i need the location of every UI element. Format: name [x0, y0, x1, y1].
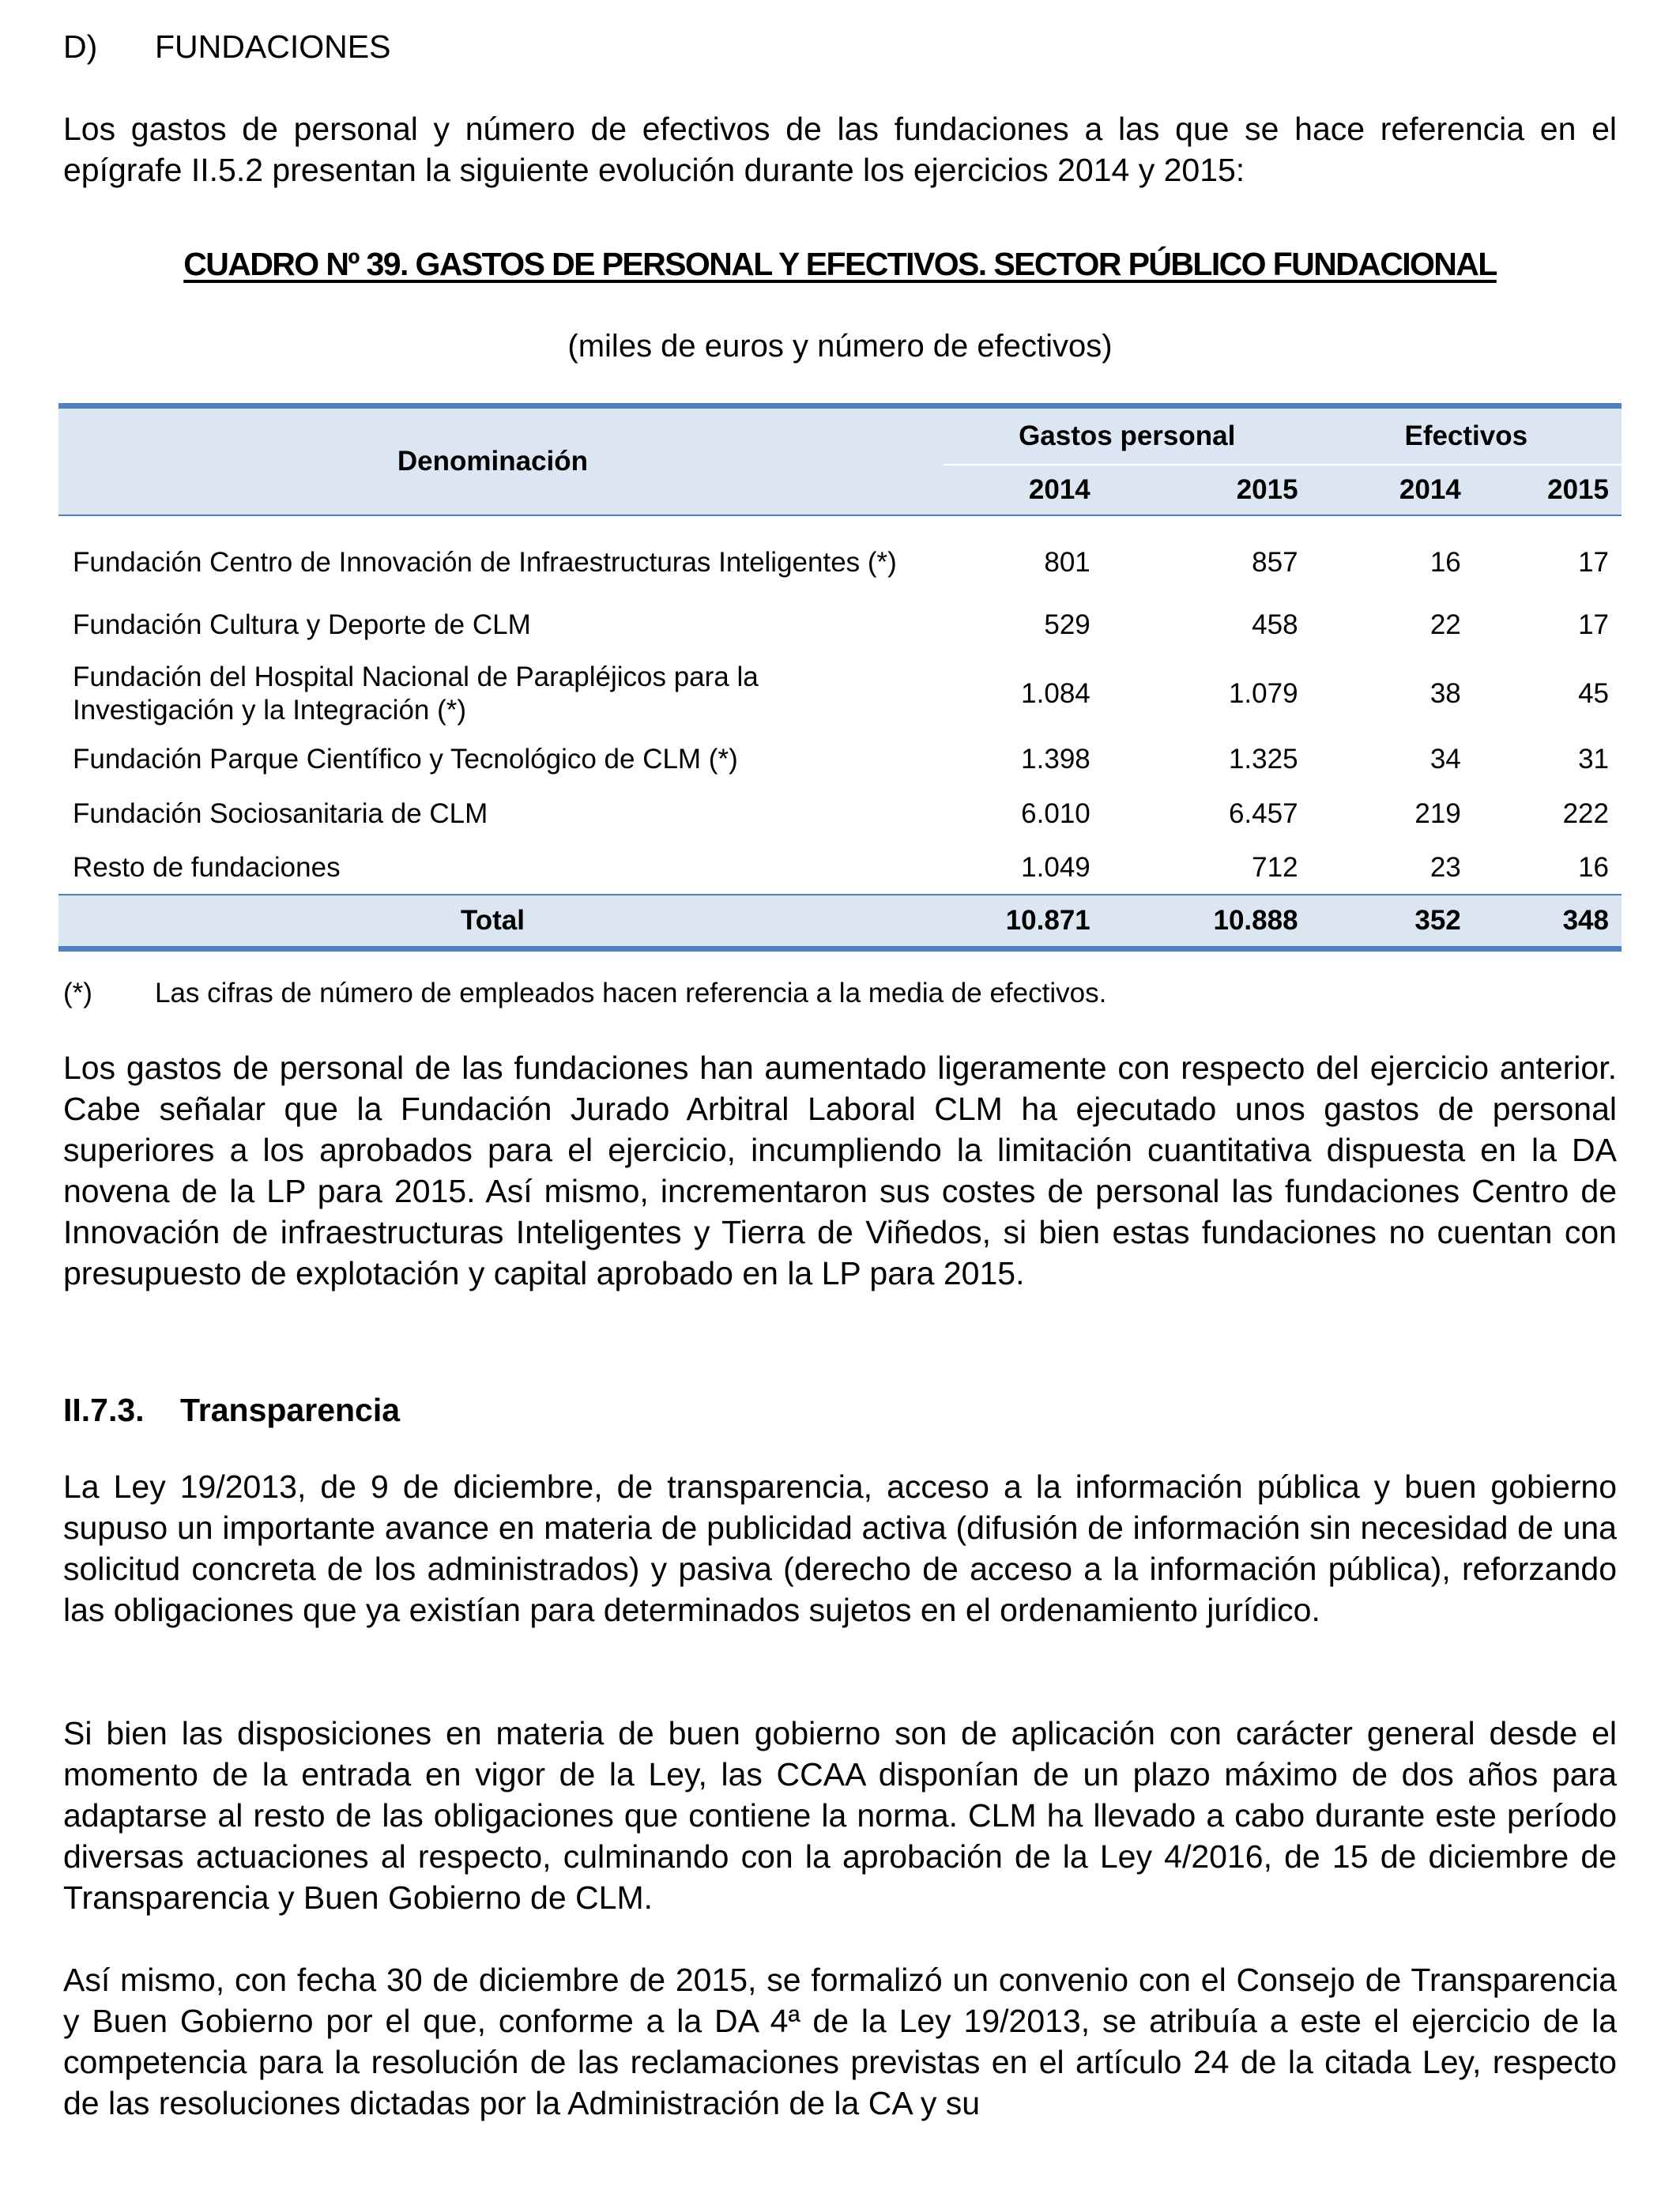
row-gastos-2014: 6.010 [1021, 798, 1090, 829]
table-row [58, 594, 1622, 656]
table-total-row [58, 895, 1622, 949]
row-gastos-2014: 529 [1044, 609, 1090, 640]
table-row [58, 656, 1622, 732]
table-row [58, 787, 1622, 841]
header-gastos-personal: Gastos personal [944, 406, 1311, 466]
row-efectivos-2015: 31 [1578, 744, 1609, 775]
row-gastos-2015: 6.457 [1228, 798, 1298, 829]
total-gastos-2014: 10.871 [944, 895, 1103, 949]
header-year-gastos-2015: 2015 [1103, 465, 1311, 515]
total-efectivos-2014: 352 [1311, 895, 1474, 949]
subsection-heading [63, 1387, 400, 1433]
row-name: Fundación Sociosanitaria de CLM [73, 798, 488, 829]
subsection-title: Transparencia [180, 1392, 401, 1428]
row-name: Resto de fundaciones [73, 851, 341, 883]
row-gastos-2015: 1.079 [1228, 678, 1298, 709]
row-name: Fundación Cultura y Deporte de CLM [73, 609, 531, 640]
row-efectivos-2014: 22 [1430, 609, 1461, 640]
table-row [58, 841, 1622, 895]
row-efectivos-2015: 222 [1562, 798, 1609, 829]
header-efectivos: Efectivos [1311, 406, 1622, 466]
row-efectivos-2014: 38 [1430, 678, 1461, 709]
row-efectivos-2015: 17 [1578, 609, 1609, 640]
row-gastos-2015: 1.325 [1228, 744, 1298, 775]
table-row [58, 732, 1622, 787]
footnote-mark: (*) [63, 978, 92, 1008]
paragraph-transparency-law: La Ley 19/2013, de 9 de diciembre, de transparencia, acceso a la información pública y buen gobierno supuso un importante avance en materia de publicidad activa (difusión de información sin necesidad de una solicitud concreta de los administrados) y pasiva (derecho de acceso a la información pública), reforzando las obligaciones que ya existían para determinados sujetos en el ordenamiento jurídico. [63, 1468, 1617, 1628]
table-row [58, 515, 1622, 594]
header-year-efectivos-2015: 2015 [1474, 465, 1622, 515]
header-year-efectivos-2014: 2014 [1311, 465, 1474, 515]
row-gastos-2014: 801 [1044, 546, 1090, 578]
table-footnote [63, 974, 1106, 1012]
row-gastos-2014: 1.084 [1021, 678, 1090, 709]
row-gastos-2015: 712 [1252, 851, 1298, 883]
row-name: Fundación Centro de Innovación de Infraestructuras Inteligentes (*) [73, 546, 897, 578]
row-gastos-2015: 857 [1252, 546, 1298, 578]
row-efectivos-2015: 45 [1578, 678, 1609, 709]
row-efectivos-2014: 219 [1414, 798, 1461, 829]
row-efectivos-2014: 23 [1430, 851, 1461, 883]
total-efectivos-2015: 348 [1474, 895, 1622, 949]
row-name: Fundación Parque Científico y Tecnológico de CLM (*) [73, 744, 738, 775]
row-efectivos-2015: 17 [1578, 546, 1609, 578]
paragraph-after-table: Los gastos de personal de las fundaciones han aumentado ligeramente con respecto del ejercicio anterior. Cabe señalar que la Fundación Jurado Arbitral Laboral CLM ha ejecutado unos gastos de personal superiores a los aprobados para el ejercicio, incumpliendo la limitación cuantitativa dispuesta en la DA novena de la LP para 2015. Así mismo, incrementaron sus costes de personal las fundaciones Centro de Innovación de infraestructuras Inteligentes y Tierra de Viñedos, si bien estas fundaciones no cuentan con presupuesto de explotación y capital aprobado en la LP para 2015. [63, 1050, 1617, 1291]
row-name: Fundación del Hospital Nacional de Parapléjicos para la Investigación y la Integración (*) [73, 662, 759, 726]
footnote-text: Las cifras de número de empleados hacen referencia a la media de efectivos. [155, 978, 1107, 1008]
intro-paragraph: Los gastos de personal y número de efectivos de las fundaciones a las que se hace referencia en el epígrafe II.5.2 presentan la siguiente evolución durante los ejercicios 2014 y 2015: [63, 111, 1617, 188]
personnel-table [58, 403, 1622, 952]
row-gastos-2014: 1.398 [1021, 744, 1090, 775]
total-label: Total [58, 895, 927, 949]
row-efectivos-2014: 34 [1430, 744, 1461, 775]
header-spacer [927, 406, 944, 516]
table-title-text: CUADRO Nº 39. GASTOS DE PERSONAL Y EFECTIVOS. SECTOR PÚBLICO FUNDACIONAL [183, 246, 1497, 282]
section-title: FUNDACIONES [155, 28, 391, 65]
row-efectivos-2014: 16 [1430, 546, 1461, 578]
paragraph-buen-gobierno: Si bien las disposiciones en materia de buen gobierno son de aplicación con carácter general desde el momento de la entrada en vigor de la Ley, las CCAA disponían de un plazo máximo de dos años para adaptarse al resto de las obligaciones que contiene la norma. CLM ha llevado a cabo durante este período diversas actuaciones al respecto, culminando con la aprobación de la Ley 4/2016, de 15 de diciembre de Transparencia y Buen Gobierno de CLM. [63, 1715, 1617, 1916]
table-title [63, 241, 1617, 287]
section-letter: D) [63, 28, 98, 65]
subsection-number: II.7.3. [63, 1392, 145, 1428]
total-gastos-2015: 10.888 [1103, 895, 1311, 949]
paragraph-convenio: Así mismo, con fecha 30 de diciembre de 2015, se formalizó un convenio con el Consejo de Transparencia y Buen Gobierno por el que, conforme a la DA 4ª de la Ley 19/2013, se atribuía a este el ejercicio de la competencia para la resolución de las reclamaciones previstas en el artículo 24 de la citada Ley, respecto de las resoluciones dictadas por la Administración de la CA y su [63, 1962, 1617, 2121]
table-header-row [58, 406, 1622, 466]
table-subtitle: (miles de euros y número de efectivos) [567, 329, 1113, 364]
row-gastos-2014: 1.049 [1021, 851, 1090, 883]
section-heading [63, 24, 390, 70]
row-gastos-2015: 458 [1252, 609, 1298, 640]
header-year-gastos-2014: 2014 [944, 465, 1103, 515]
header-denominacion: Denominación [58, 406, 927, 516]
row-efectivos-2015: 16 [1578, 851, 1609, 883]
